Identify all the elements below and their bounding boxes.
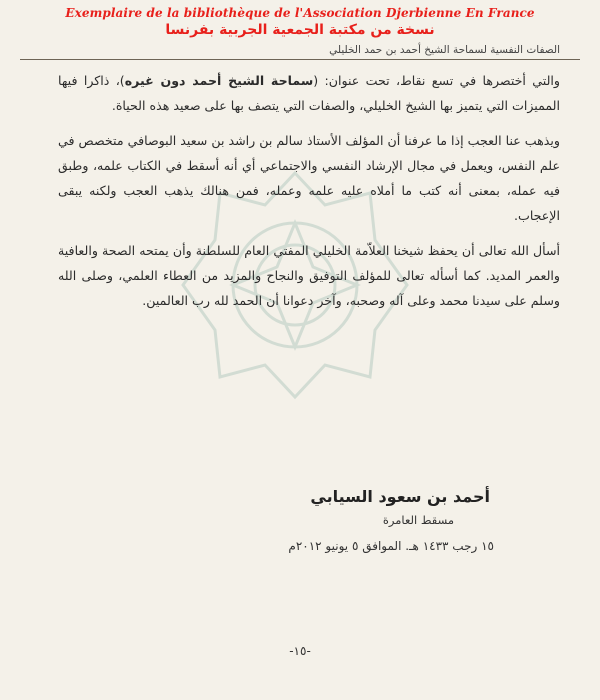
header-divider: [20, 59, 580, 60]
paragraph-2: ويذهب عنا العجب إذا ما عرفنا أن المؤلف الأستاذ سالم بن راشد بن سعيد البوصافي متخصص في علم النفس، ويعمل في مجال الإرشاد النفسي والاجتماعي أي أنه أسقط في الكتاب علمه، وطبق فيه عمله، بمعنى أنه كتب ما أملاه عليه علمه وعمله، فمن هنالك يذهب العجب ولكنه يبقى الإعجاب.: [58, 133, 560, 223]
library-watermark: [0, 6, 600, 39]
running-header: الصفات النفسية لسماحة الشيخ أحمد بن حمد الخليلي: [329, 44, 560, 56]
letter-body: [58, 68, 560, 323]
author-place: مسقط العامرة: [382, 513, 454, 527]
author-name: أحمد بن سعود السيابي: [310, 487, 490, 506]
paragraph-3: أسأل الله تعالى أن يحفظ شيخنا العلاّمة الخليلي المفتي العام للسلطنة وأن يمتحه الصحة والعافية والعمر المديد. كما أسأله تعالى للمؤلف التوفيق والنجاح والمزيد من العطاء العلمي، وصلى الله وسلم على سيدنا محمد وعلى آله وصحبه، وآخر دعوانا أن الحمد لله رب العالمين.: [58, 243, 560, 308]
paragraph-1-bold-title: سماحة الشيخ أحمد دون غيره: [124, 73, 314, 88]
watermark-french-text: Exemplaire de la bibliothèque de l'Association Djerbienne En France: [65, 6, 535, 20]
page-number: -١٥-: [289, 644, 311, 658]
paragraph-1-part-b: )، ذاكرا فيها المميزات التي يتميز بها الشيخ الخليلي، والصفات التي يتصف بها على صعيد هذه الحياة.: [58, 73, 560, 113]
paragraph-1-part-a: والتي أختصرها في تسع نقاط، تحت عنوان: (: [313, 73, 560, 88]
watermark-arabic-text: نسخة من مكتبة الجمعية الجربية بفرنسا: [165, 22, 435, 38]
paragraph-1: [58, 68, 560, 118]
letter-date: ١٥ رجب ١٤٣٣ هـ. الموافق ٥ يونيو ٢٠١٢م: [288, 539, 494, 553]
signature-block: [80, 485, 494, 553]
